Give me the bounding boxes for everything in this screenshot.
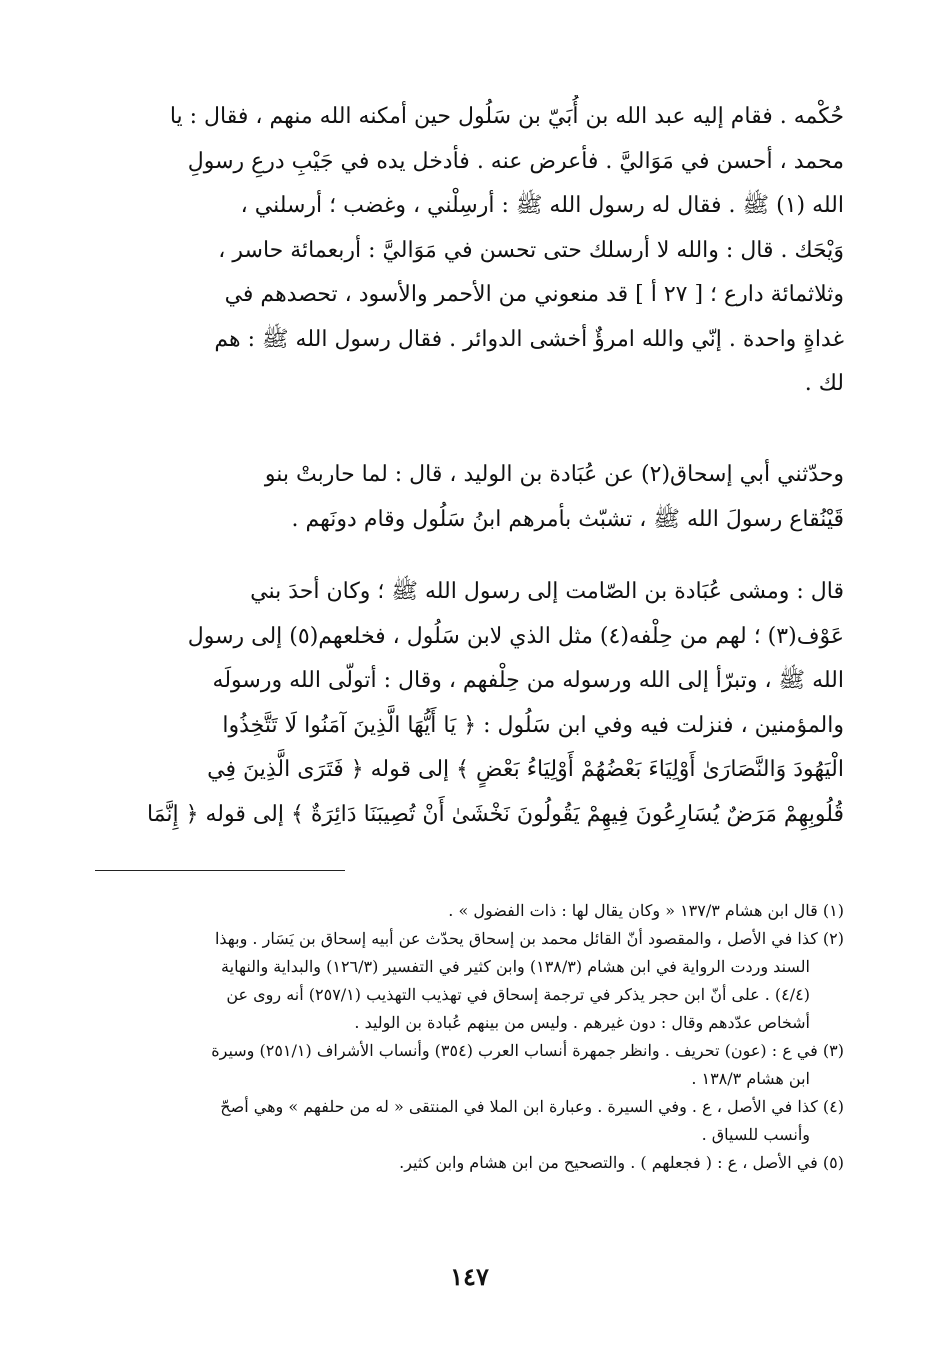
footnote-line: السند وردت الرواية في ابن هشام (١٣٨/٣) وابن كثير في التفسير (١٢٦/٣) والبداية والنهاية xyxy=(221,957,810,976)
footnote xyxy=(99,1093,844,1149)
text-line: والمؤمنين ، فنزلت فيه وفي ابن سَلُول : ﴿ يَا أَيُّهَا الَّذِينَ آمَنُوا لَا تَتَّخِذُوا xyxy=(222,712,844,738)
text-line: الله ﷺ ، وتبرّأ إلى الله ورسوله من حِلْفهم ، وقال : أتولّى الله ورسولَه xyxy=(212,668,844,693)
text-line: عَوْف(٣) ؛ لهم من حِلْفه(٤) مثل الذي لابن سَلُول ، فخلعهم(٥) إلى رسول xyxy=(187,623,844,649)
text-line: الله (١) ﷺ . فقال له رسول الله ﷺ : أرسِلْني ، وغضب ؛ أرسلني ، xyxy=(240,193,844,218)
text-line: الْيَهُودَ وَالنَّصَارَىٰ أَوْلِيَاءَ بَعْضُهُمْ أَوْلِيَاءُ بَعْضٍ ﴾ إلى قوله ﴿ فَتَرَى الَّذِينَ فِي xyxy=(207,757,844,782)
text-line: حُكْمه . فقام إليه عبد الله بن أُبَيّ بن سَلُول حين أمكنه الله منهم ، فقال : يا xyxy=(169,104,844,129)
footnote-line: ابن هشام ١٣٨/٣ . xyxy=(691,1069,810,1088)
footnote-line: (٣) في ع : (عون) تحريف . وانظر جمهرة أنساب العرب (٣٥٤) وأنساب الأشراف (٢٥١/١) وسيرة xyxy=(211,1041,844,1060)
footnotes xyxy=(99,897,844,1177)
text-line: وثلاثمائة دارع ؛ [ ٢٧ أ ] قد منعوني من الأحمر والأسود ، تحصدهم في xyxy=(224,282,844,307)
footnote xyxy=(99,897,844,925)
footnote xyxy=(99,1149,844,1177)
text-line: غداةٍ واحدة . إنّي والله امرؤٌ أخشى الدوائر . فقال رسول الله ﷺ : هم xyxy=(214,326,844,352)
footnote-line: (٥) في الأصل ، ع : ( فجعلهم ) . والتصحيح من ابن هشام وابن كثير. xyxy=(399,1153,844,1172)
text-line: قَيْنُقاع رسولَ الله ﷺ ، تشبّث بأمرهم ابنُ سَلُول وقام دونَهم . xyxy=(291,506,844,532)
text-line: وَيْحَك . قال : والله لا أرسلك حتى تحسن في مَوَاليَّ : أربعمائة حاسر ، xyxy=(218,237,844,263)
footnote-line: (٢) كذا في الأصل ، والمقصود أنّ القائل محمد بن إسحاق يحدّث عن أبيه إسحاق بن يَسَار . وبهذا xyxy=(214,929,844,948)
text-line: قُلُوبِهِمْ مَرَضٌ يُسَارِعُونَ فِيهِمْ يَقُولُونَ نَخْشَىٰ أَنْ تُصِيبَنَا دَائِرَةٌ ﴾ إلى قوله ﴿ إِنَّمَا xyxy=(146,801,844,827)
footnote-line: (٤) كذا في الأصل ، ع . وفي السيرة . وعبارة ابن الملا في المنتقى « له من حلفهم » وهي أصحّ xyxy=(220,1097,844,1116)
footnote-line: وأنسب للسياق . xyxy=(701,1125,810,1144)
text-line: وحدّثني أبي إسحاق(٢) عن عُبَادة بن الوليد ، قال : لما حاربتْ بنو xyxy=(264,462,844,487)
footnote-line: (١) قال ابن هشام ١٣٧/٣ « وكان يقال لها : ذات الفضول » . xyxy=(448,901,844,920)
page-number: ١٤٧ xyxy=(450,1262,489,1291)
footnote-line: أشخاص عدّدهم وقال : دون غيرهم . وليس من بينهم عُبادة بن الوليد . xyxy=(354,1013,810,1032)
body-paragraph xyxy=(99,570,844,837)
footnote-separator xyxy=(95,870,345,871)
footnote xyxy=(99,1037,844,1093)
body-paragraph xyxy=(99,453,844,542)
text-line: محمد ، أحسن في مَوَاليَّ . فأعرض عنه . فأدخل يده في جَيْبِ درعِ رسولِ xyxy=(187,148,844,174)
text-line: قال : ومشى عُبَادة بن الصّامت إلى رسول الله ﷺ ؛ وكان أحدَ بني xyxy=(250,579,844,604)
footnote-line: (٤/٤) . على أنّ ابن حجر يذكر في ترجمة إسحاق في تهذيب التهذيب (٢٥٧/١) أنه روى عن xyxy=(226,985,810,1004)
footnote xyxy=(99,925,844,1037)
text-line: لك . xyxy=(804,371,844,396)
body-paragraph xyxy=(99,95,844,407)
